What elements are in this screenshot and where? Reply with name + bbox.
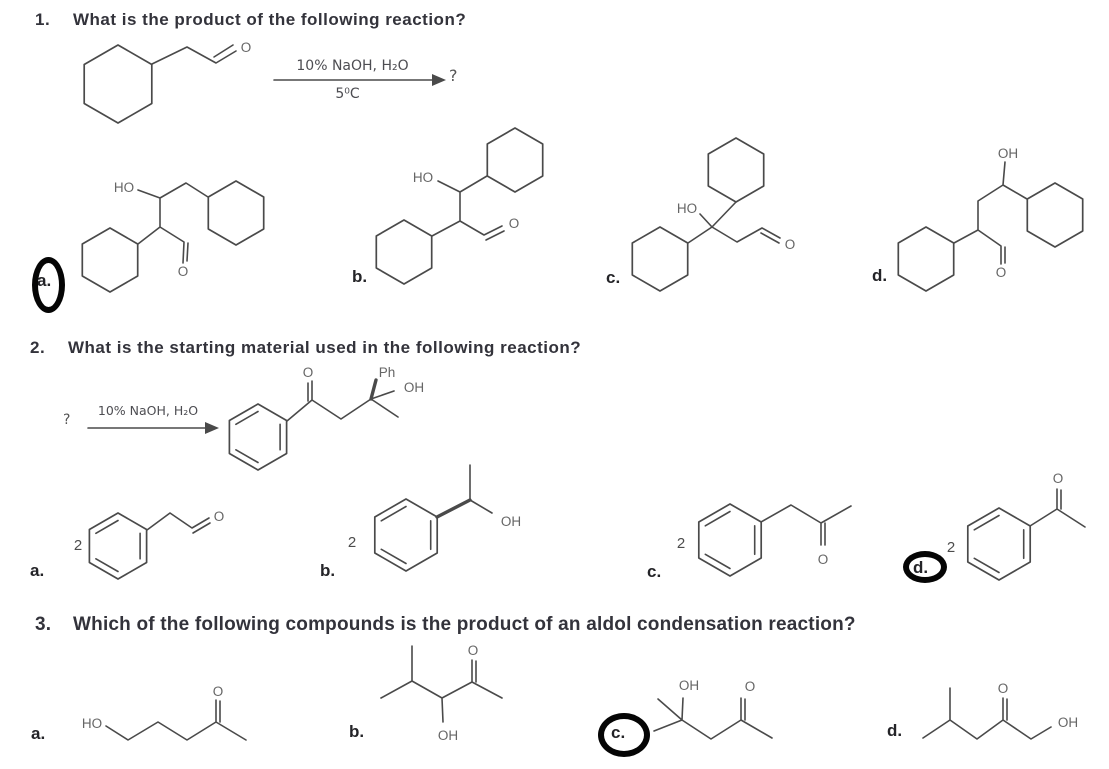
q3-answer-c-structure bbox=[654, 678, 772, 739]
q2-answer-c-structure bbox=[677, 504, 851, 576]
bonds bbox=[147, 513, 209, 530]
atom-label-o: O bbox=[1052, 471, 1064, 486]
q3-answer-a-structure bbox=[82, 684, 246, 740]
arrow-head bbox=[432, 74, 446, 86]
benzene-ring bbox=[89, 513, 146, 579]
atom-label-o: O bbox=[302, 365, 314, 380]
q1-answer-c-label: c. bbox=[606, 268, 621, 287]
bonds bbox=[138, 183, 208, 263]
q3-answer-c-label: c. bbox=[611, 723, 626, 742]
atom-label-ph: Ph bbox=[378, 365, 396, 380]
atom-label-o: O bbox=[240, 40, 252, 55]
q2-answer-a-label: a. bbox=[30, 561, 45, 580]
bonds bbox=[954, 162, 1027, 264]
q1-answer-d-structure bbox=[898, 146, 1082, 291]
q1-answer-b-label: b. bbox=[352, 267, 368, 286]
atom-label-o: O bbox=[212, 684, 224, 699]
q1-answer-b-structure bbox=[376, 128, 542, 284]
q2-answer-b-label: b. bbox=[320, 561, 336, 580]
bonds bbox=[381, 646, 502, 722]
benzene-ring bbox=[229, 404, 286, 470]
cyclohexane-ring bbox=[208, 181, 263, 245]
bonds bbox=[432, 176, 502, 236]
atom-label-o: O bbox=[784, 237, 796, 252]
q3-answer-d-label: d. bbox=[887, 721, 903, 740]
q2-selected-answer-circle bbox=[903, 551, 947, 583]
atom-label-oh: OH bbox=[500, 514, 522, 529]
q1-answer-a-label: a. bbox=[37, 271, 52, 290]
q2-answer-d-structure bbox=[947, 471, 1085, 580]
cyclohexane-ring bbox=[1027, 183, 1082, 247]
q2-answer-b-structure bbox=[348, 465, 521, 571]
atom-label-o: O bbox=[213, 509, 225, 524]
atom-label-oh: OH bbox=[678, 678, 700, 693]
arrow-head bbox=[205, 422, 219, 434]
question-1-text: What is the product of the following reaction? bbox=[73, 10, 467, 29]
q1-reactant-structure bbox=[84, 40, 251, 123]
q2-answer-c-label: c. bbox=[647, 562, 662, 581]
q2-conditions-above-arrow: 10% NaOH, H₂O bbox=[97, 403, 199, 418]
bonds bbox=[152, 47, 236, 64]
atom-label-ho: HO bbox=[81, 716, 103, 731]
atom-label-o: O bbox=[817, 552, 829, 567]
atom-label-ho: HO bbox=[412, 170, 434, 185]
q3-selected-answer-circle bbox=[598, 713, 650, 757]
question-2-text: What is the starting material used in the following reaction? bbox=[68, 338, 582, 357]
atom-label-o: O bbox=[995, 265, 1007, 280]
atom-label-o: O bbox=[508, 216, 520, 231]
q1-reaction-arrow bbox=[274, 74, 446, 86]
atom-label-oh: OH bbox=[1057, 715, 1079, 730]
wedge-bond bbox=[437, 500, 470, 517]
bonds bbox=[470, 465, 492, 513]
q2-answer-a-structure bbox=[74, 509, 224, 579]
question-3-text: Which of the following compounds is the product of an aldol condensation reaction? bbox=[73, 614, 856, 635]
bonds bbox=[654, 698, 772, 739]
bonds bbox=[1030, 489, 1085, 527]
stoichiometry-coefficient: 2 bbox=[73, 537, 83, 554]
q1-answer-a-structure bbox=[82, 180, 263, 292]
q1-conditions-below-arrow: 5⁰C bbox=[335, 86, 360, 102]
atom-label-oh: OH bbox=[403, 380, 425, 395]
atom-label-o: O bbox=[744, 679, 756, 694]
atom-label-o: O bbox=[177, 264, 189, 279]
cyclohexane-ring bbox=[82, 228, 137, 292]
stoichiometry-coefficient: 2 bbox=[946, 539, 956, 556]
question-2-number: 2. bbox=[30, 338, 46, 357]
benzene-inner-bonds bbox=[381, 507, 430, 564]
q1-selected-answer-circle bbox=[32, 257, 65, 313]
question-3-number: 3. bbox=[35, 614, 52, 635]
cyclohexane-ring bbox=[632, 227, 687, 291]
stoichiometry-coefficient: 2 bbox=[676, 535, 686, 552]
q2-answer-d-label: d. bbox=[913, 558, 929, 577]
cyclohexane-ring bbox=[84, 45, 152, 123]
q1-answer-d-label: d. bbox=[872, 266, 888, 285]
q3-answer-d-structure bbox=[923, 681, 1078, 739]
benzene-inner-bonds bbox=[705, 512, 754, 569]
q3-answer-a-label: a. bbox=[31, 724, 46, 743]
benzene-ring bbox=[968, 508, 1030, 580]
double-bond-line bbox=[187, 243, 188, 261]
benzene-ring bbox=[375, 499, 437, 571]
bonds bbox=[923, 688, 1051, 739]
q3-answer-b-structure bbox=[381, 643, 502, 743]
benzene-ring bbox=[699, 504, 761, 576]
q1-conditions-above-arrow: 10% NaOH, H₂O bbox=[296, 58, 409, 74]
bonds bbox=[761, 505, 851, 545]
wedge-bond bbox=[371, 380, 376, 399]
q1-answer-c-structure bbox=[632, 138, 795, 291]
bonds bbox=[688, 202, 780, 243]
q2-product-structure bbox=[229, 365, 424, 470]
cyclohexane-ring bbox=[708, 138, 763, 202]
atom-label-oh: OH bbox=[437, 728, 459, 743]
cyclohexane-ring bbox=[376, 220, 431, 284]
question-1-number: 1. bbox=[35, 10, 51, 29]
q1-unknown-product-mark: ? bbox=[449, 66, 458, 85]
atom-label-oh: OH bbox=[997, 146, 1019, 161]
benzene-inner-bonds bbox=[974, 516, 1023, 573]
benzene-inner-bonds bbox=[236, 412, 280, 463]
bonds bbox=[287, 381, 398, 421]
double-bond-line bbox=[193, 523, 210, 533]
q2-unknown-reactant-mark: ? bbox=[63, 412, 71, 428]
atom-label-ho: HO bbox=[113, 180, 135, 195]
stoichiometry-coefficient: 2 bbox=[347, 534, 357, 551]
benzene-inner-bonds bbox=[96, 521, 140, 572]
cyclohexane-ring bbox=[487, 128, 542, 192]
atom-label-o: O bbox=[467, 643, 479, 658]
atom-label-o: O bbox=[997, 681, 1009, 696]
cyclohexane-ring bbox=[898, 227, 953, 291]
double-bond-line bbox=[761, 233, 779, 243]
q2-reaction-arrow bbox=[88, 422, 219, 434]
bonds bbox=[106, 700, 246, 740]
q3-answer-b-label: b. bbox=[349, 722, 365, 741]
atom-label-ho: HO bbox=[676, 201, 698, 216]
